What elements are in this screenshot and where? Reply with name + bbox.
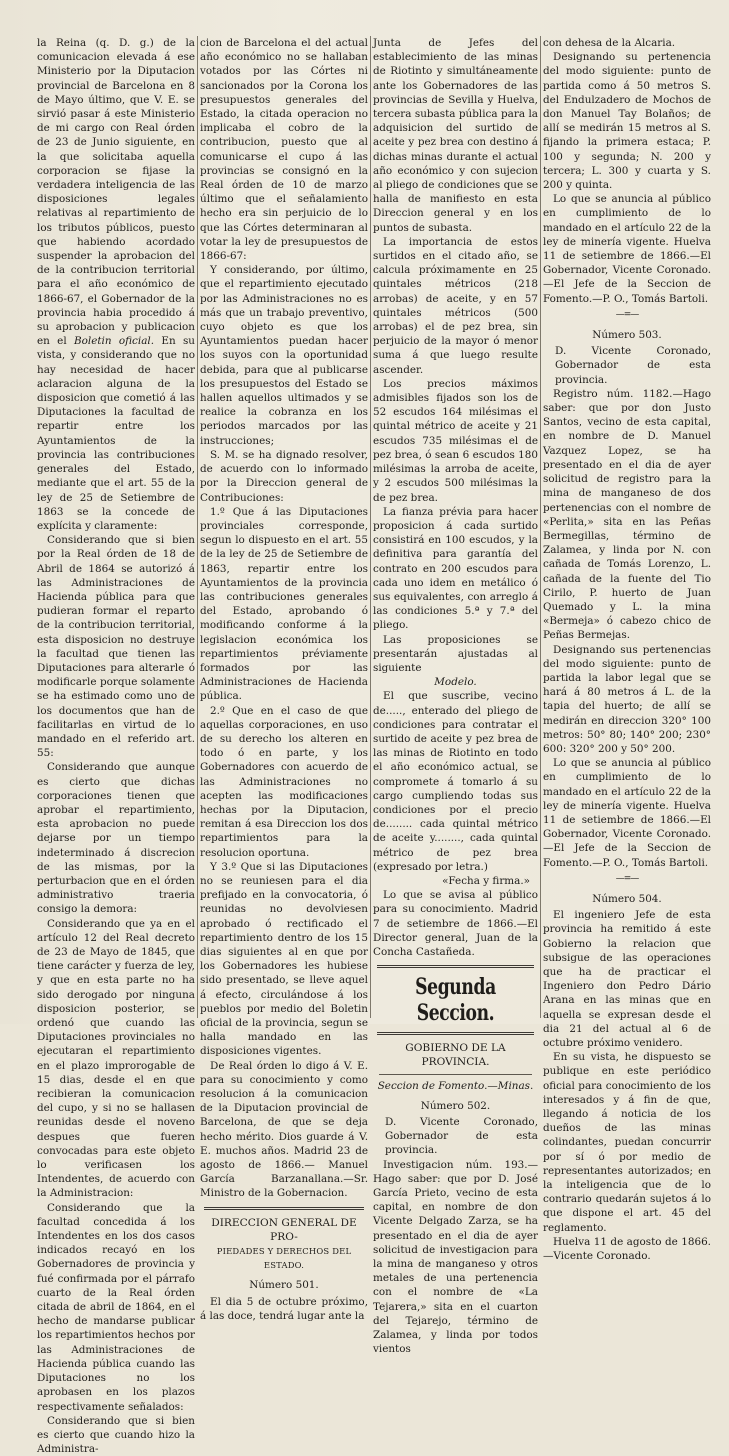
paragraph: La importancia de estos surtidos en el citado año, se calcula próximamente en 25 quintales métricos (218 arrobas) de aceite, y en 57 quintales métricos (500 arrobas) el de pez brea, sin perjuicio de la mayor ó menor suma á que luego resulte ascender. bbox=[373, 235, 538, 376]
paragraph: 2.º Que en el caso de que aquellas corporaciones, en uso de su derecho los alteren en todo ó en parte, y los Gobernadores con acuerdo de las Administraciones no acepten las modificaciones hechas por la Diputacion, remitan á esa Direccion los dos repartimientos para la resolucion oportuna. bbox=[200, 704, 368, 859]
column-rule bbox=[197, 36, 198, 1018]
notice-number-504: Número 504. bbox=[592, 892, 662, 905]
column-2 bbox=[200, 36, 368, 1322]
signer-line: D. Vicente Coronado, Gobernador de esta provincia. bbox=[555, 345, 711, 386]
direccion-general-subheading: PIEDADES Y DERECHOS DEL ESTADO. bbox=[216, 1246, 352, 1271]
section-divider bbox=[377, 965, 534, 968]
paragraph: Los precios máximos admisibles fijados son los de 52 escudos 164 milésimas el quintal métrico de aceite y 21 escudos 735 milésimas el de pez brea, ó sean 6 escudos 180 milésimas la arroba de aceite, y 2 escudos 500 milésimas la de pez brea. bbox=[373, 377, 538, 504]
paragraph: En su vista, he dispuesto se publique en este periódico oficial para conocimiento de los interesados y á fin de que, llegando á noticia de los dueños de las minas colindantes, puedan concurrir por sí ó por medio de representantes autorizados; en la inteligencia que de lo contrario quedarán sujetos á lo que dispone el art. 45 del reglamento. bbox=[543, 1051, 711, 1234]
paragraph: Designando sus pertenencias del modo siguiente: punto de partida la labor legal que se hará á 80 metros á L. de la tapia del huerto; de allí se medirán en direccion 320° 100 metros: 50° 80; 140° 200; 230° 600: 320° 200 y 50° 200. bbox=[543, 643, 711, 755]
column-rule bbox=[370, 36, 371, 1018]
paragraph: Designando su pertenencia del modo siguiente: punto de partida como á 50 metros S. del Endulzadero de Mochos de don Manuel Tay Bolaños; de allí se medirán 15 metros al S. fijando la primera estaca; P. 100 y segunda; N. 200 y tercera; L. 300 y cuarta y S. 200 y quinta. bbox=[543, 51, 711, 192]
paragraph: Lo que se anuncia al público en cumplimiento de lo mandado en el artículo 22 de la ley de minería vigente. Huelva 11 de setiembre de 1866.—El Gobernador, Vicente Coronado.—El Jefe de la Seccion de Fomento.—P. O., Tomás Bartoli. bbox=[543, 193, 711, 305]
direccion-general-heading: DIRECCION GENERAL DE PRO- bbox=[211, 1216, 357, 1243]
paragraph: Considerando que aunque es cierto que dichas corporaciones tienen que aprobar el repartimiento, esta aprobacion no puede dejarse por un tiempo indeterminado á discrecion de las mismas, por la perturbacion que en el órden administrativo traeria consigo la demora: bbox=[37, 761, 195, 916]
section-divider bbox=[377, 1032, 534, 1035]
paragraph: Considerando que ya en el artículo 12 del Real decreto de 23 de Mayo de 1845, que tiene carácter y fuerza de ley, y que en esta parte no ha sido derogado por ninguna disposicion posterior, se ordenó que cuando las Diputaciones provinciales no ejecutaran el repartimiento en el plazo improrogable de 15 dias, desde el en que recibieran la comunicacion del cupo, y si no se hallasen reunidas desde el noveno despues que fueren convocadas para este objeto lo verificasen los Intendentes, de acuerdo con la Administracion: bbox=[37, 917, 195, 1200]
paragraph: con dehesa de la Alcaria. bbox=[543, 37, 676, 49]
paragraph: S. M. se ha dignado resolver, de acuerdo con lo informado por la Direccion general de Contribuciones: bbox=[200, 448, 368, 504]
notice-number-503: Número 503. bbox=[592, 329, 662, 342]
separator-mark: —=— bbox=[615, 873, 639, 884]
paragraph: cion de Barcelona el del actual año económico no se hallaban votados por las Córtes ni sancionados por la Corona los presupuestos generales del Estado, la citada operacion no implicaba el cobro de la contribucion, puesto que al comunicarse el cupo á las provincias se consignó en la Real órden de 10 de marzo último que el señalamiento hecho era sin perjuicio de lo que las Córtes determinaran al votar la ley de presupuestos de 1866-67: bbox=[200, 37, 368, 263]
paragraph: Lo que se anuncia al público en cumplimiento de lo mandado en el artículo 22 de la ley de minería vigente. Huelva 11 de setiembre de 1866.—El Gobernador, Vicente Coronado.—El Jefe de la Seccion de Fomento.—P. O., Tomás Bartoli. bbox=[543, 757, 711, 869]
paragraph: La fianza prévia para hacer proposicion á cada surtido consistirá en 100 escudos, y la definitiva para garantía del contrato en 200 escudos para cada uno idem en metálico ó sus equivalentes, con arreglo á las condiciones 5.ª y 7.ª del pliego. bbox=[373, 505, 538, 632]
paragraph: El que suscribe, vecino de....., enterado del pliego de condiciones para contratar el surtido de aceite y pez brea de las minas de Riotinto en todo el año económico actual, se compromete á tomarlo á su cargo cumpliendo todas sus condiciones por el precio de........ cada quintal métrico de aceite y........, cada quintal métrico de pez brea (expresado por letra.) bbox=[373, 690, 538, 873]
modelo-heading: Modelo. bbox=[434, 676, 477, 689]
column-rule bbox=[540, 36, 541, 1018]
short-rule bbox=[379, 1074, 532, 1075]
paragraph: Lo que se avisa al público para su conocimiento. Madrid 7 de setiembre de 1866.—El Director general, Juan de la Concha Castañeda. bbox=[373, 889, 538, 958]
paragraph: la Reina (q. D. g.) de la comunicacion elevada á ese Ministerio por la Diputacion provincial de Barcelona en 8 de Mayo último, que V. E. se sirvió pasar á este Ministerio de mi cargo con Real órden de 23 de Junio siguiente, en la que solicitaba aquella corporacion se fijase la verdadera inteligencia de las disposiciones legales relativas al repartimiento de los tributos públicos, puesto que habiendo acordado suspender la aprobacion del de la contribucion territorial para el año económico de 1866-67, el Gobernador de la provincia habia procedido á su aprobacion y publicacion en el Boletin oficial. En su vista, y considerando que no hay necesidad de hacer aclaracion alguna de la disposicion que cometió á las Diputaciones la facultad de repartir entre los Ayuntamientos de la provincia las contribuciones generales del Estado, mediante que el art. 55 de la ley de 25 de Setiembre de 1863 se la concede de explícita y claramente: bbox=[37, 37, 195, 532]
paragraph: Y considerando, por último, que el repartimiento ejecutado por las Administraciones no es más que un trabajo preventivo, cuyo objeto es que los Ayuntamientos puedan hacer los suyos con la oportunidad debida, para que al publicarse los presupuestos del Estado se hallen aquellos ultimados y se realice la cobranza en los periodos marcados por las instrucciones; bbox=[200, 264, 368, 447]
paragraph: De Real órden lo digo á V. E. para su conocimiento y como resolucion á la comunicacion de la Diputacion provincial de Barcelona, de que se deja hecho mérito. Dios guarde á V. E. muchos años. Madrid 23 de agosto de 1866.— Manuel García Barzanallana.—Sr. Ministro de la Gobernacion. bbox=[200, 1059, 368, 1200]
section-divider bbox=[204, 1207, 364, 1210]
paragraph: El dia 5 de octubre próximo, á las doce, tendrá lugar ante la bbox=[200, 1295, 368, 1322]
paragraph: Considerando que si bien por la Real órden de 18 de Abril de 1864 se autorizó á las Administraciones de Hacienda pública para que pudieran formar el reparto de la contribucion territorial, esta disposicion no destruye la facultad que tienen las Diputaciones para alterarle ó modificarle porque solamente se ha estimado como uno de los documentos que han de facilitarlas en virtud de lo mandado en el referido art. 55: bbox=[37, 534, 195, 760]
paragraph: Investigacion núm. 193.—Hago saber: que por D. José García Prieto, vecino de esta capital, en nombre de don Vicente Delgado Zarza, se ha presentado en el dia de ayer solicitud de investigacion para la mina de manganeso y otros metales de una pertenencia con el nombre de «La Tejarera,» sita en el cuarton del Tejarejo, término de Zalamea, y linda por todos vientos bbox=[373, 1158, 538, 1356]
fecha-firma: «Fecha y firma.» bbox=[442, 874, 530, 887]
paragraph: Considerando que si bien es cierto que cuando hizo la Administra- bbox=[37, 1414, 195, 1456]
seccion-fomento-heading: Seccion de Fomento.—Minas. bbox=[377, 1079, 534, 1092]
column-1 bbox=[37, 36, 195, 1456]
notice-number-502: Número 502. bbox=[420, 1099, 491, 1112]
column-3 bbox=[373, 36, 538, 1356]
paragraph: Y 3.º Que si las Diputaciones no se reuniesen para el dia prefijado en la convocatoria, ó reunidas no devolviesen aprobado ó rectificado el repartimiento dentro de los 15 dias siguientes al en que por los Gobernadores les hubiese sido presentado, se lleve aquel á efecto, circulándose á los pueblos por medio del Boletin oficial de la provincia, segun se halla mandado en las disposiciones vigentes. bbox=[200, 860, 368, 1058]
paragraph: El ingeniero Jefe de esta provincia ha remitido á este Gobierno la relacion que subsigue de las operaciones que ha de practicar el Ingeniero don Pedro Dário Arana en las minas que en aquella se expresan desde el dia 21 del actual al 6 de octubre próximo venidero. bbox=[543, 909, 711, 1050]
gobierno-provincia-heading: GOBIERNO DE LA PROVINCIA. bbox=[405, 1042, 506, 1069]
segunda-seccion-title: Segunda Seccion. bbox=[415, 974, 496, 1027]
paragraph: Huelva 11 de agosto de 1866. —Vicente Coronado. bbox=[543, 1235, 711, 1263]
separator-mark: —=— bbox=[615, 309, 639, 320]
notice-number-501: Número 501. bbox=[249, 1279, 319, 1292]
paragraph: Junta de Jefes del establecimiento de las minas de Riotinto y simultáneamente ante los Gobernadores de las provincias de Sevilla y Huelva, tercera subasta pública para la adquisicion del surtido de aceite y pez brea con destino á dichas minas durante el actual año económico y con sujecion al pliego de condiciones que se halla de manifiesto en esta Direccion general y en los puntos de subasta. bbox=[373, 37, 538, 234]
signer-line: D. Vicente Coronado, Gobernador de esta provincia. bbox=[385, 1116, 538, 1157]
paragraph: Las proposiciones se presentarán ajustadas al siguiente bbox=[373, 633, 538, 674]
paragraph: Considerando que la facultad concedida á los Intendentes en los dos casos indicados recayó en los Gobernadores de provincia y fué confirmada por el párrafo cuarto de la Real órden citada de abril de 1864, en el hecho de mandarse publicar los repartimientos hechos por las Administraciones de Hacienda pública cuando las Diputaciones no los aprobasen en los plazos respectivamente señalados: bbox=[37, 1201, 195, 1413]
paragraph: 1.º Que á las Diputaciones provinciales corresponde, segun lo dispuesto en el art. 55 de la ley de 25 de Setiembre de 1863, repartir entre los Ayuntamientos de la provincia las contribuciones generales del Estado, aprobando ó modificando conforme á la legislacion económica los repartimientos préviamente formados por las Administraciones de Hacienda pública. bbox=[200, 505, 368, 703]
paragraph: Registro núm. 1182.—Hago saber: que por don Justo Santos, vecino de esta capital, en nombre de D. Manuel Vazquez Lopez, se ha presentado en el dia de ayer solicitud de registro para la mina de manganeso de dos pertenencias con el nombre de «Perlita,» sita en las Peñas Bermegillas, término de Zalamea, y linda por N. con cañada de Tomás Lorenzo, L. cañada de la fuente del Tio Cirilo, P. huerto de Juan Quemado y L. la mina «Bermeja» ó cabezo chico de Peñas Bermejas. bbox=[543, 387, 711, 642]
column-4 bbox=[543, 36, 711, 1263]
